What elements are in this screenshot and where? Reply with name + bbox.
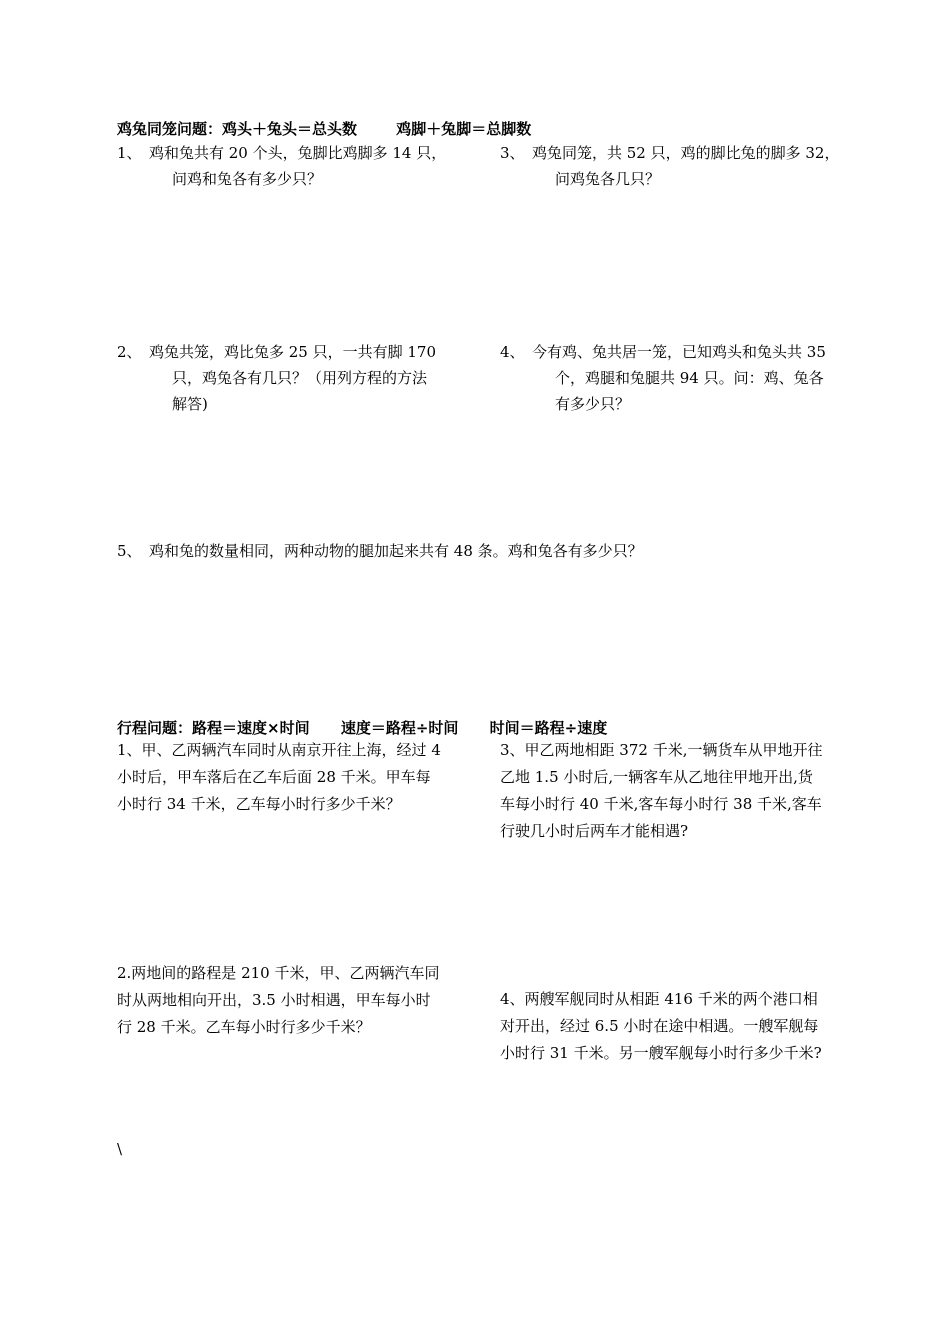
question-text: 鸡兔同笼，共 52 只，鸡的脚比兔的脚多 32， xyxy=(532,144,840,162)
question-text: 今有鸡、兔共居一笼，已知鸡头和兔头共 35 xyxy=(532,343,826,361)
question-number: 2、 xyxy=(117,343,142,361)
question-text: 行 28 千米。乙车每小时行多少千米？ xyxy=(117,1018,371,1036)
s1-question-4 xyxy=(500,339,870,417)
question-text: 问鸡兔各几只？ xyxy=(555,170,661,188)
question-text: 时从两地相向开出，3.5 小时相遇，甲车每小时 xyxy=(117,991,431,1009)
question-text: 鸡兔共笼，鸡比兔多 25 只，一共有脚 170 xyxy=(149,343,437,361)
section1-heading xyxy=(117,118,531,139)
s2-question-2 xyxy=(117,960,487,1041)
question-text: 车每小时行 40 千米,客车每小时行 38 千米,客车 xyxy=(500,795,822,813)
s2-question-3 xyxy=(500,737,870,845)
question-text: 4、两艘军舰同时从相距 416 千米的两个港口相 xyxy=(500,990,818,1008)
s1-question-5 xyxy=(117,538,877,564)
question-number: 3、 xyxy=(500,144,525,162)
question-text: 1、甲、乙两辆汽车同时从南京开往上海，经过 4 xyxy=(117,741,441,759)
s1-question-2 xyxy=(117,339,477,417)
s2-question-1 xyxy=(117,737,487,818)
question-number: 4、 xyxy=(500,343,525,361)
section2-heading xyxy=(117,717,607,738)
question-text: 对开出，经过 6.5 小时在途中相遇。一艘军舰每 xyxy=(500,1017,819,1035)
question-text: 小时行 31 千米。另一艘军舰每小时行多少千米? xyxy=(500,1044,822,1062)
question-text: 小时行 34 千米，乙车每小时行多少千米？ xyxy=(117,795,401,813)
question-text: 鸡和兔共有 20 个头，兔脚比鸡脚多 14 只， xyxy=(149,144,447,162)
question-text: 解答) xyxy=(172,395,208,413)
question-text: 2.两地间的路程是 210 千米，甲、乙两辆汽车同 xyxy=(117,964,440,982)
s1-question-3 xyxy=(500,140,870,192)
question-number: 5、 xyxy=(117,542,142,560)
section2-heading-part1: 行程问题：路程＝速度×时间 xyxy=(117,719,310,737)
question-text: 鸡和兔的数量相同，两种动物的腿加起来共有 48 条。鸡和兔各有多少只？ xyxy=(149,542,643,560)
s1-question-1 xyxy=(117,140,477,192)
question-text: 乙地 1.5 小时后,一辆客车从乙地往甲地开出,货 xyxy=(500,768,813,786)
stray-backslash: \ xyxy=(117,1140,123,1158)
question-text: 只，鸡兔各有几只？（用列方程的方法 xyxy=(172,369,428,387)
section1-heading-part1: 鸡兔同笼问题：鸡头＋兔头＝总头数 xyxy=(117,120,358,138)
section2-heading-part3: 时间＝路程÷速度 xyxy=(489,719,608,737)
s2-question-4 xyxy=(500,986,870,1067)
question-text: 有多少只？ xyxy=(555,395,631,413)
question-text: 个，鸡腿和兔腿共 94 只。问：鸡、兔各 xyxy=(555,369,824,387)
question-number: 1、 xyxy=(117,144,142,162)
question-text: 小时后，甲车落后在乙车后面 28 千米。甲车每 xyxy=(117,768,431,786)
question-text: 问鸡和兔各有多少只？ xyxy=(172,170,323,188)
question-text: 3、甲乙两地相距 372 千米,一辆货车从甲地开往 xyxy=(500,741,823,759)
question-text: 行驶几小时后两车才能相遇? xyxy=(500,822,689,840)
section1-heading-part2: 鸡脚＋兔脚＝总脚数 xyxy=(396,120,532,138)
section2-heading-part2: 速度＝路程÷时间 xyxy=(340,719,459,737)
